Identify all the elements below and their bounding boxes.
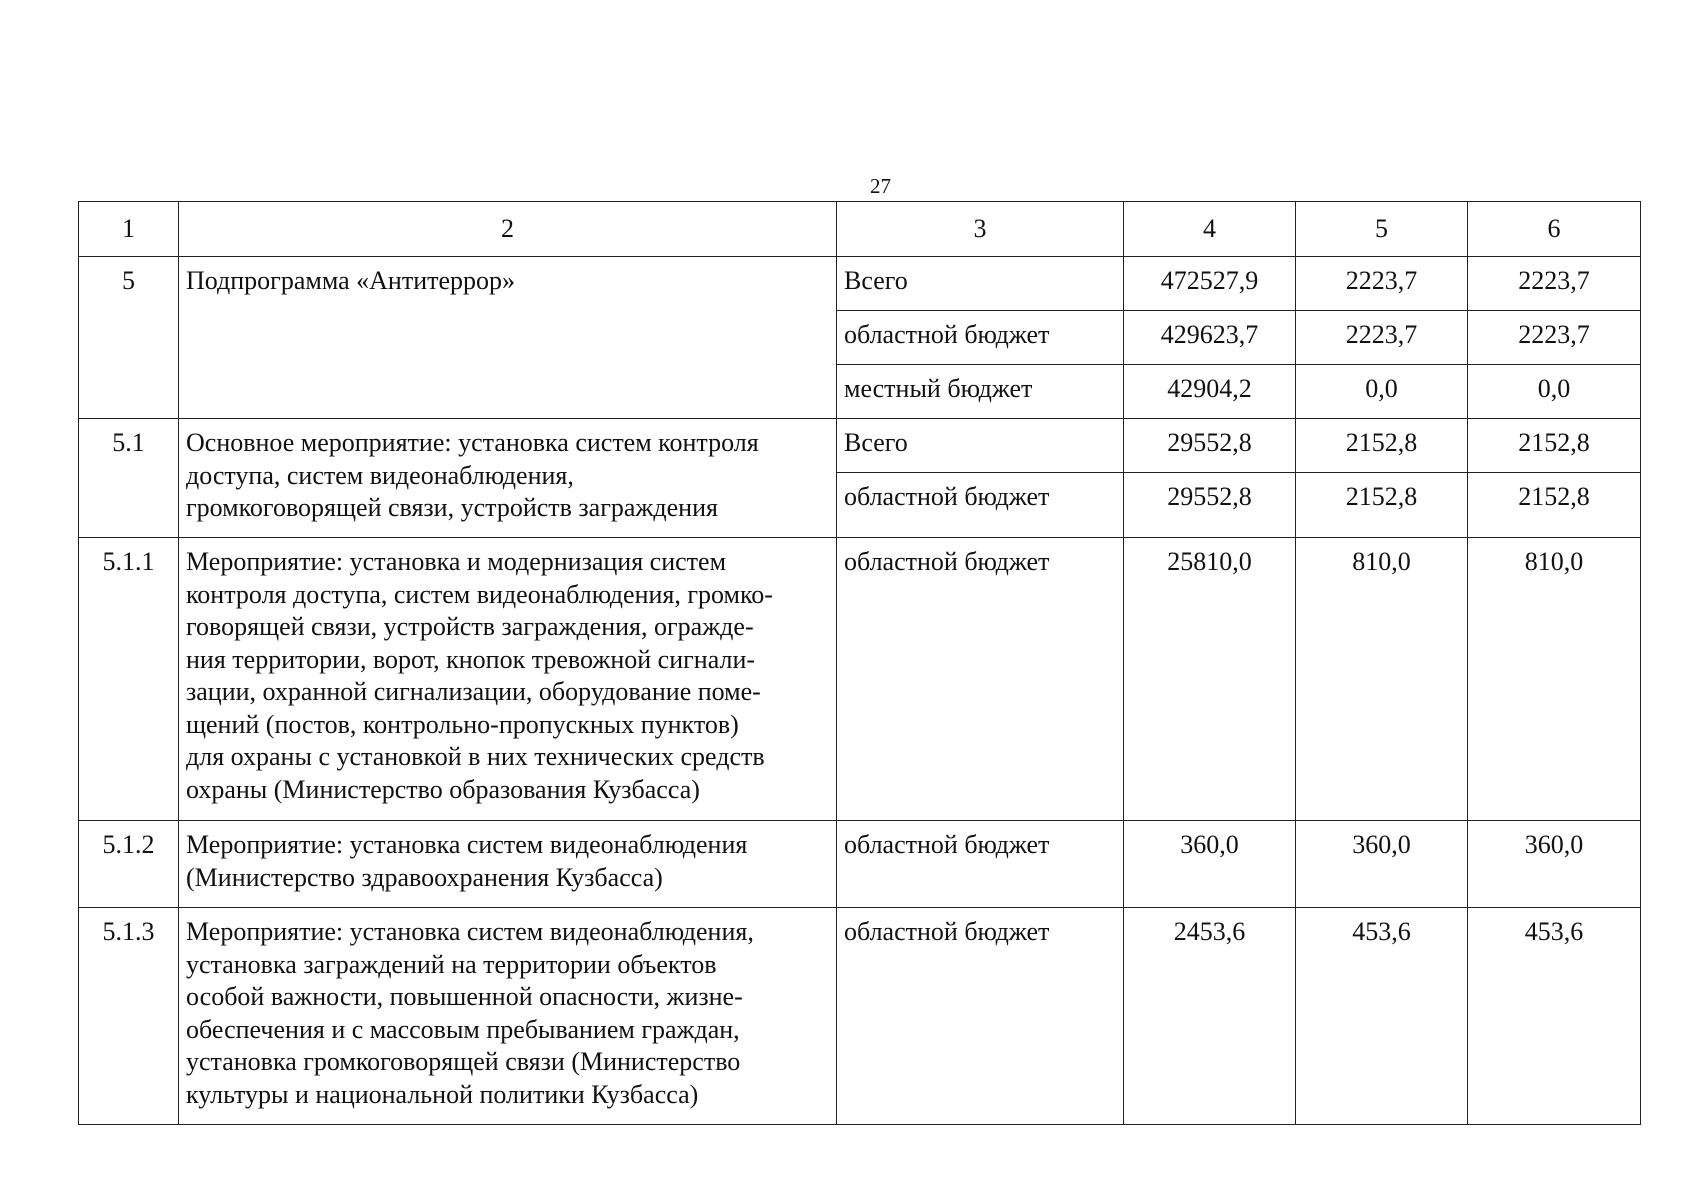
value-col-5: 2223,7	[1296, 257, 1468, 311]
header-cell: 2	[179, 202, 837, 257]
value-col-6: 0,0	[1468, 365, 1641, 419]
value-col-5: 0,0	[1296, 365, 1468, 419]
value-col-5: 360,0	[1296, 821, 1468, 908]
page-number: 27	[870, 174, 891, 198]
funding-source: областной бюджет	[837, 908, 1124, 1125]
value-col-4: 360,0	[1124, 821, 1296, 908]
value-col-4: 29552,8	[1124, 473, 1296, 538]
table-row	[79, 419, 1641, 473]
item-number: 5.1.2	[79, 821, 179, 908]
table-row	[79, 821, 1641, 908]
header-cell: 3	[837, 202, 1124, 257]
budget-table	[78, 201, 1641, 1125]
value-col-5: 2223,7	[1296, 311, 1468, 365]
item-number: 5.1	[79, 419, 179, 538]
funding-source: областной бюджет	[837, 538, 1124, 821]
header-cell: 6	[1468, 202, 1641, 257]
funding-source: местный бюджет	[837, 365, 1124, 419]
funding-source: областной бюджет	[837, 311, 1124, 365]
funding-source: Всего	[837, 419, 1124, 473]
value-col-6: 360,0	[1468, 821, 1641, 908]
value-col-6: 2152,8	[1468, 473, 1641, 538]
header-cell: 5	[1296, 202, 1468, 257]
item-name: Мероприятие: установка систем видеонаблюдения, установка заграждений на территории объектов особой важности, повышенной опасности, жизне- обеспечения и с массовым пребыванием граждан, установка громкоговорящей связи (Министерство культуры и национальной политики Кузбасса)	[179, 908, 837, 1125]
table-row	[79, 538, 1641, 821]
value-col-5: 2152,8	[1296, 473, 1468, 538]
value-col-4: 2453,6	[1124, 908, 1296, 1125]
value-col-5: 2152,8	[1296, 419, 1468, 473]
header-row	[79, 202, 1641, 257]
item-number: 5.1.3	[79, 908, 179, 1125]
item-name: Основное мероприятие: установка систем контроля доступа, систем видеонаблюдения, громкоговорящей связи, устройств заграждения	[179, 419, 837, 538]
value-col-6: 453,6	[1468, 908, 1641, 1125]
value-col-4: 29552,8	[1124, 419, 1296, 473]
funding-source: Всего	[837, 257, 1124, 311]
item-number: 5	[79, 257, 179, 419]
header-cell: 4	[1124, 202, 1296, 257]
value-col-4: 25810,0	[1124, 538, 1296, 821]
value-col-4: 429623,7	[1124, 311, 1296, 365]
table-row	[79, 257, 1641, 311]
funding-source: областной бюджет	[837, 821, 1124, 908]
value-col-6: 810,0	[1468, 538, 1641, 821]
item-name: Подпрограмма «Антитеррор»	[179, 257, 837, 419]
item-name: Мероприятие: установка систем видеонаблюдения (Министерство здравоохранения Кузбасса)	[179, 821, 837, 908]
table-row	[79, 908, 1641, 1125]
header-cell: 1	[79, 202, 179, 257]
value-col-4: 472527,9	[1124, 257, 1296, 311]
item-number: 5.1.1	[79, 538, 179, 821]
value-col-5: 453,6	[1296, 908, 1468, 1125]
item-name: Мероприятие: установка и модернизация систем контроля доступа, систем видеонаблюдения, громко- говорящей связи, устройств заграждения, огражде- ния территории, ворот, кнопок тревожной сигнали- зации, охранной сигнализации, оборудование поме- щений (постов, контрольно-пропускных пунктов) для охраны с установкой в них технических средств охраны (Министерство образования Кузбасса)	[179, 538, 837, 821]
funding-source: областной бюджет	[837, 473, 1124, 538]
value-col-4: 42904,2	[1124, 365, 1296, 419]
value-col-5: 810,0	[1296, 538, 1468, 821]
value-col-6: 2152,8	[1468, 419, 1641, 473]
value-col-6: 2223,7	[1468, 257, 1641, 311]
value-col-6: 2223,7	[1468, 311, 1641, 365]
